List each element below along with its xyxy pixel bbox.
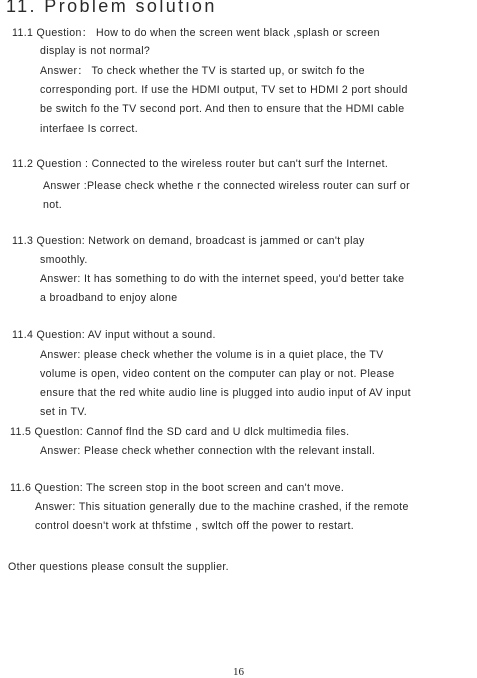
- question-11-1-continued: display is not normal?: [40, 45, 151, 57]
- page-number: 16: [233, 666, 244, 678]
- question-11-3: 11.3 Question: Network on demand, broadcast is jammed or can't play: [12, 235, 365, 247]
- answer-11-2-line-1: Answer :Please check whethe r the connected wireless router can surf or: [43, 180, 410, 192]
- question-11-6: 11.6 Question: The screen stop in the boot screen and can't move.: [10, 482, 345, 494]
- question-11-3-continued: smoothly.: [40, 254, 88, 266]
- answer-11-4-line-1: Answer: please check whether the volume is in a quiet place, the TV: [40, 349, 384, 361]
- answer-11-6-line-2: control doesn't work at thfstime , swltch off the power to restart.: [35, 520, 355, 532]
- answer-11-3-line-1: Answer: It has something to do with the internet speed, you'd better take: [40, 273, 405, 285]
- section-title: 11. Problem solution: [6, 0, 217, 16]
- answer-11-6-line-1: Answer: This situation generally due to the machine crashed, if the remote: [35, 501, 409, 513]
- answer-11-4-line-3: ensure that the red white audio line is plugged into audio input of AV input: [40, 387, 411, 399]
- answer-11-4-line-2: volume is open, video content on the computer can play or not. Please: [40, 368, 395, 380]
- answer-11-1-line-1: Answer： To check whether the TV is started up, or switch fo the: [40, 65, 365, 77]
- question-11-4: 11.4 Question: AV input without a sound.: [12, 329, 216, 341]
- answer-11-1-line-2: corresponding port. If use the HDMI output, TV set to HDMI 2 port should: [40, 84, 408, 96]
- answer-11-1-line-4: interfaee Is correct.: [40, 123, 139, 135]
- answer-11-3-line-2: a broadband to enjoy alone: [40, 292, 178, 304]
- question-11-1: 11.1 Question： How to do when the screen went black ,splash or screen: [12, 27, 380, 39]
- question-11-5: 11.5 Questlon: Cannof flnd the SD card and U dlck multimedia files.: [10, 426, 350, 438]
- answer-11-1-line-3: be switch fo the TV second port. And then to ensure that the HDMI cable: [40, 103, 405, 115]
- answer-11-2-line-2: not.: [43, 199, 63, 211]
- answer-11-5-line-1: Answer: Please check whether connection wlth the relevant install.: [40, 445, 376, 457]
- footer-note: Other questions please consult the supplier.: [8, 561, 229, 573]
- question-11-2: 11.2 Question : Connected to the wireless router but can't surf the Internet.: [12, 158, 389, 170]
- answer-11-4-line-4: set in TV.: [40, 406, 88, 418]
